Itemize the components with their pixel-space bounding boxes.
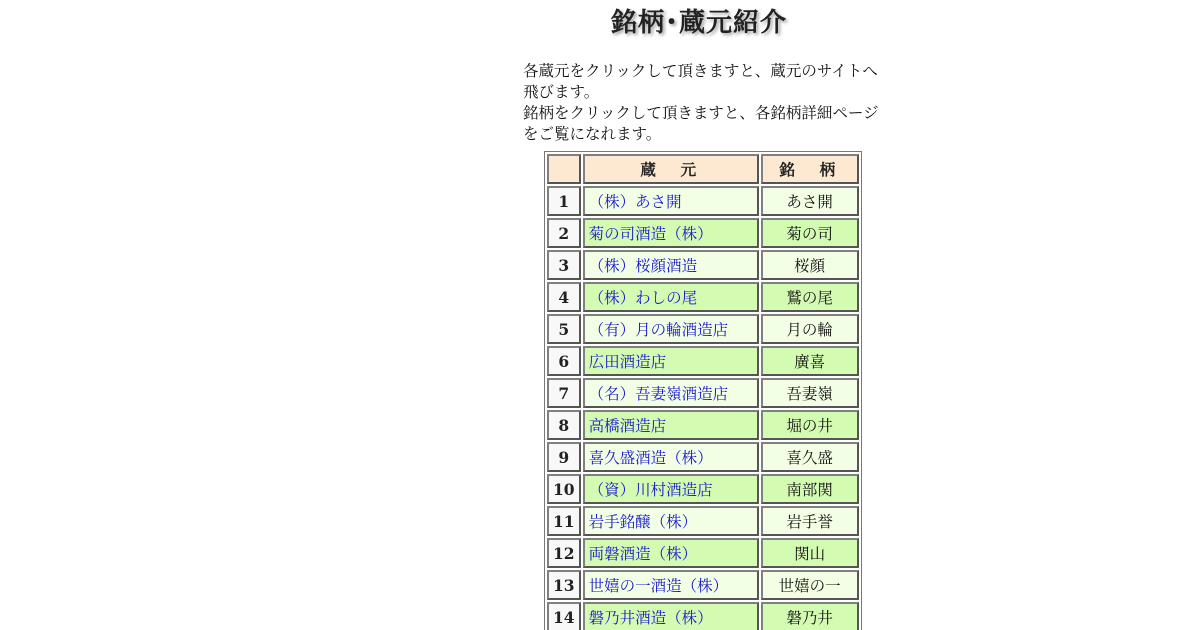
brewery-cell [583, 474, 759, 504]
brewery-link[interactable]: 磐乃井酒造（株） [588, 609, 713, 627]
header-brewery: 蔵 元 [583, 154, 759, 184]
brewery-link[interactable]: （名）吾妻嶺酒造店 [588, 385, 729, 403]
table-row [547, 218, 859, 248]
brand-cell[interactable]: 南部関 [761, 474, 859, 504]
header-brand: 銘 柄 [761, 154, 859, 184]
brand-cell[interactable]: 桜顔 [761, 250, 859, 280]
table-row [547, 282, 859, 312]
table-row [547, 474, 859, 504]
brand-cell[interactable]: 菊の司 [761, 218, 859, 248]
table-row [547, 602, 859, 630]
table-row [547, 570, 859, 600]
brewery-cell [583, 250, 759, 280]
row-number: 5 [547, 314, 581, 344]
brewery-cell [583, 186, 759, 216]
brewery-cell [583, 314, 759, 344]
row-number: 10 [547, 474, 581, 504]
brewery-link[interactable]: 菊の司酒造（株） [588, 225, 713, 243]
brewery-link[interactable]: 両磐酒造（株） [588, 545, 698, 563]
brewery-cell [583, 570, 759, 600]
brewery-link[interactable]: 世嬉の一酒造（株） [588, 577, 729, 595]
brewery-link[interactable]: （資）川村酒造店 [588, 481, 713, 499]
brand-cell[interactable]: 鷲の尾 [761, 282, 859, 312]
table-row [547, 506, 859, 536]
table-row [547, 346, 859, 376]
brewery-link[interactable]: （有）月の輪酒造店 [588, 321, 729, 339]
brewery-table [544, 151, 862, 630]
brand-cell[interactable]: 吾妻嶺 [761, 378, 859, 408]
brewery-link[interactable]: （株）わしの尾 [588, 289, 698, 307]
brand-cell[interactable]: 岩手誉 [761, 506, 859, 536]
brewery-cell [583, 506, 759, 536]
row-number: 4 [547, 282, 581, 312]
table-row [547, 186, 859, 216]
row-number: 9 [547, 442, 581, 472]
row-number: 8 [547, 410, 581, 440]
brewery-cell [583, 346, 759, 376]
brewery-cell [583, 602, 759, 630]
brewery-link[interactable]: 喜久盛酒造（株） [588, 449, 713, 467]
table-row [547, 410, 859, 440]
brand-cell[interactable]: 月の輪 [761, 314, 859, 344]
table-header-row [547, 154, 859, 184]
row-number: 6 [547, 346, 581, 376]
intro-line-brewery: 各蔵元をクリックして頂きますと、蔵元のサイトへ飛びます。 [523, 62, 878, 101]
header-number [547, 154, 581, 184]
brewery-link[interactable]: （株）あさ開 [588, 193, 682, 211]
brewery-cell [583, 218, 759, 248]
row-number: 3 [547, 250, 581, 280]
table-row [547, 442, 859, 472]
row-number: 7 [547, 378, 581, 408]
row-number: 14 [547, 602, 581, 630]
brewery-link[interactable]: 広田酒造店 [588, 353, 667, 371]
page-title: 銘柄･蔵元紹介 [610, 8, 787, 38]
brand-cell[interactable]: 関山 [761, 538, 859, 568]
brewery-cell [583, 378, 759, 408]
row-number: 11 [547, 506, 581, 536]
brewery-cell [583, 538, 759, 568]
brand-cell[interactable]: 廣喜 [761, 346, 859, 376]
row-number: 1 [547, 186, 581, 216]
brewery-link[interactable]: 高橋酒造店 [588, 417, 667, 435]
brand-cell[interactable]: 堀の井 [761, 410, 859, 440]
brewery-cell [583, 410, 759, 440]
brand-cell[interactable]: 世嬉の一 [761, 570, 859, 600]
brewery-cell [583, 442, 759, 472]
intro-line-brand: 銘柄をクリックして頂きますと、各銘柄詳細ページをご覧になれます。 [523, 104, 879, 143]
brewery-cell [583, 282, 759, 312]
brand-cell[interactable]: 喜久盛 [761, 442, 859, 472]
brand-cell[interactable]: あさ開 [761, 186, 859, 216]
row-number: 12 [547, 538, 581, 568]
brewery-link[interactable]: 岩手銘醸（株） [588, 513, 698, 531]
row-number: 13 [547, 570, 581, 600]
table-body [547, 186, 859, 630]
brewery-link[interactable]: （株）桜顔酒造 [588, 257, 698, 275]
row-number: 2 [547, 218, 581, 248]
table-row [547, 250, 859, 280]
intro-text [523, 61, 883, 145]
brand-cell[interactable]: 磐乃井 [761, 602, 859, 630]
table-row [547, 378, 859, 408]
table-row [547, 314, 859, 344]
table-row [547, 538, 859, 568]
